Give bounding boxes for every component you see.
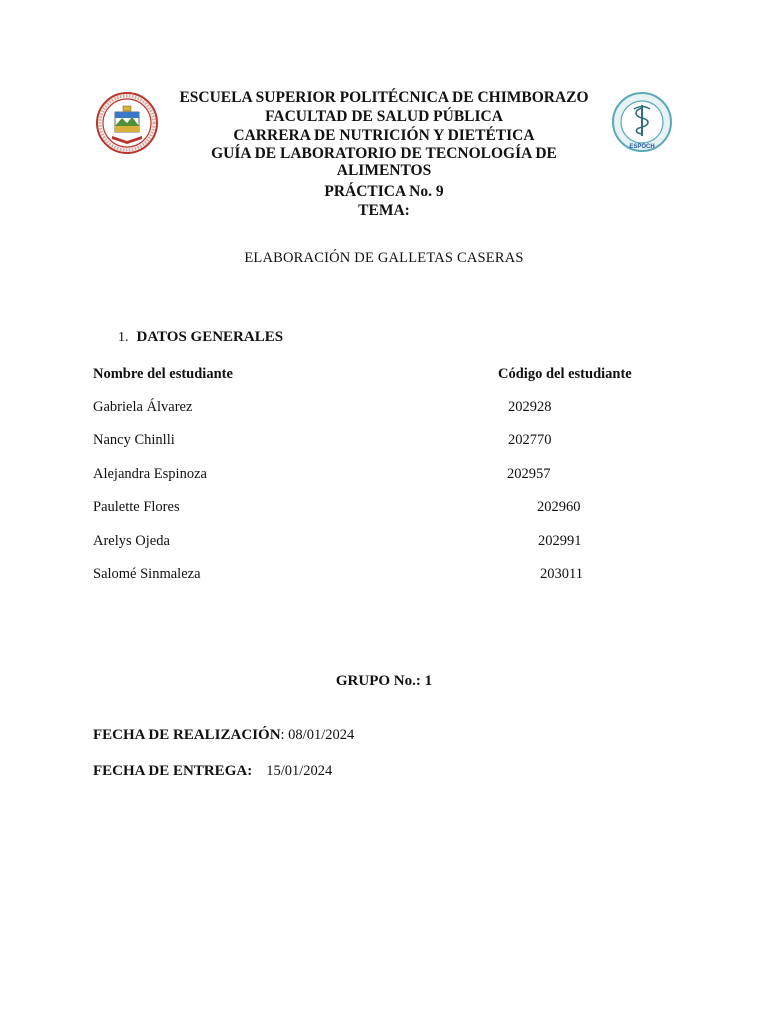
section-general-data xyxy=(118,329,283,346)
delivery-date xyxy=(93,763,332,780)
institution-name: ESCUELA SUPERIOR POLITÉCNICA DE CHIMBORAZO xyxy=(179,89,589,106)
student-name: Nancy Chinlli xyxy=(93,432,175,448)
espoch-seal-icon xyxy=(96,92,158,154)
student-row xyxy=(0,466,768,486)
student-code: 202960 xyxy=(537,499,581,515)
section-number: 1. xyxy=(118,330,129,345)
delivery-date-label: FECHA DE ENTREGA: xyxy=(93,763,253,779)
realization-date xyxy=(93,727,354,744)
student-row xyxy=(0,399,768,419)
espoch-health-faculty-seal-icon xyxy=(612,92,672,152)
student-name: Paulette Flores xyxy=(93,499,180,515)
practice-number: PRÁCTICA No. 9 xyxy=(324,183,444,200)
faculty-name: FACULTAD DE SALUD PÚBLICA xyxy=(265,108,503,125)
delivery-date-value: 15/01/2024 xyxy=(266,763,333,779)
column-header-name: Nombre del estudiante xyxy=(93,366,233,382)
realization-date-value: : 08/01/2024 xyxy=(280,727,355,743)
career-name: CARRERA DE NUTRICIÓN Y DIETÉTICA xyxy=(233,127,535,144)
student-code: 203011 xyxy=(540,566,583,582)
seal-text: ESPOCH xyxy=(629,144,655,150)
student-code: 202928 xyxy=(508,399,552,415)
student-code: 202991 xyxy=(538,533,582,549)
student-row xyxy=(0,533,768,553)
student-row xyxy=(0,432,768,452)
group-number: GRUPO No.: 1 xyxy=(335,673,433,689)
realization-date-label: FECHA DE REALIZACIÓN xyxy=(93,727,281,743)
student-row xyxy=(0,499,768,519)
document-header xyxy=(160,88,608,220)
student-row xyxy=(0,566,768,586)
guide-title-line1: GUÍA DE LABORATORIO DE TECNOLOGÍA DE xyxy=(211,145,557,162)
student-name: Alejandra Espinoza xyxy=(93,466,207,482)
student-name: Arelys Ojeda xyxy=(93,533,170,549)
student-code: 202770 xyxy=(508,432,552,448)
topic-label: TEMA: xyxy=(358,202,410,219)
practice-topic: ELABORACIÓN DE GALLETAS CASERAS xyxy=(244,250,524,266)
column-header-code: Código del estudiante xyxy=(498,366,632,382)
student-name: Gabriela Álvarez xyxy=(93,399,193,415)
guide-title-line2: ALIMENTOS xyxy=(336,162,432,179)
section-title: DATOS GENERALES xyxy=(136,329,284,345)
student-name: Salomé Sinmaleza xyxy=(93,566,201,582)
student-code: 202957 xyxy=(507,466,551,482)
